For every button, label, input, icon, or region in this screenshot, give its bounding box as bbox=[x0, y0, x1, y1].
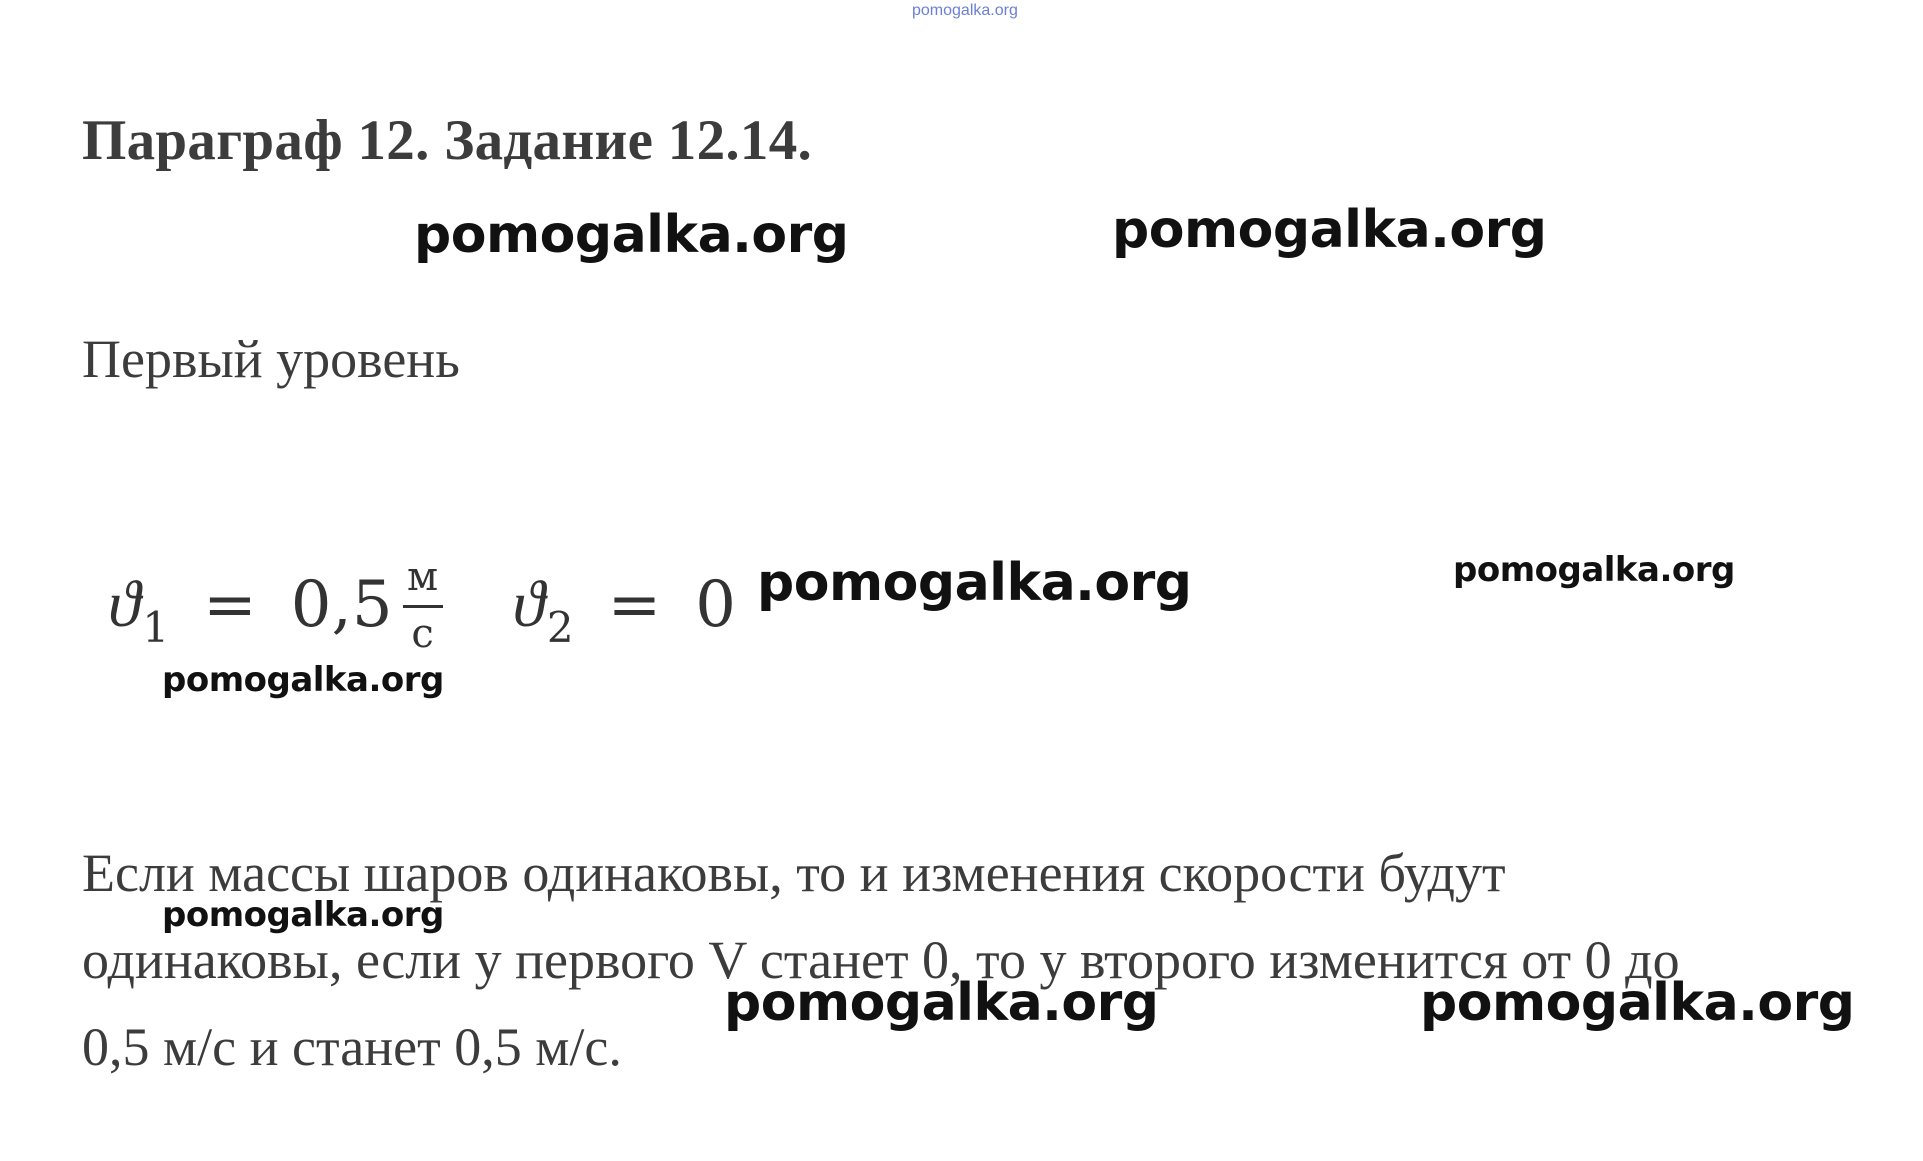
watermark: pomogalka.org bbox=[162, 660, 444, 700]
watermark: pomogalka.org bbox=[414, 205, 849, 265]
solution-line: Если массы шаров одинаковы, то и изменения скорости будут bbox=[82, 843, 1506, 903]
solution-line: одинаковы, если у первого V станет 0, то у второго изменится от 0 до bbox=[82, 930, 1680, 990]
page-title: Параграф 12. Задание 12.14. bbox=[82, 109, 813, 172]
velocity-symbol: ϑ bbox=[108, 568, 141, 641]
velocity-symbol: ϑ bbox=[512, 568, 545, 641]
unit-fraction bbox=[403, 553, 443, 657]
watermark: pomogalka.org bbox=[1453, 550, 1735, 590]
watermark: pomogalka.org bbox=[162, 895, 444, 935]
solution-line: 0,5 м/с и станет 0,5 м/с. bbox=[82, 1017, 622, 1077]
equals-sign: = bbox=[607, 568, 662, 642]
watermark: pomogalka.org bbox=[1112, 200, 1547, 260]
solution-text bbox=[82, 830, 1862, 1091]
velocity-index: 1 bbox=[142, 602, 170, 652]
unit-denominator: с bbox=[411, 610, 434, 657]
given-formula bbox=[108, 545, 736, 665]
watermark: pomogalka.org bbox=[724, 973, 1159, 1033]
velocity-index: 2 bbox=[546, 602, 574, 652]
unit-numerator: м bbox=[406, 553, 439, 600]
watermark: pomogalka.org bbox=[757, 553, 1192, 613]
velocity-value: 0,5 bbox=[290, 568, 393, 642]
top-watermark: pomogalka.org bbox=[912, 2, 1018, 19]
level-heading: Первый уровень bbox=[82, 329, 460, 389]
watermark: pomogalka.org bbox=[1420, 973, 1855, 1033]
fraction-bar bbox=[403, 605, 443, 608]
equals-sign: = bbox=[203, 568, 257, 642]
velocity-value: 0 bbox=[695, 568, 736, 642]
